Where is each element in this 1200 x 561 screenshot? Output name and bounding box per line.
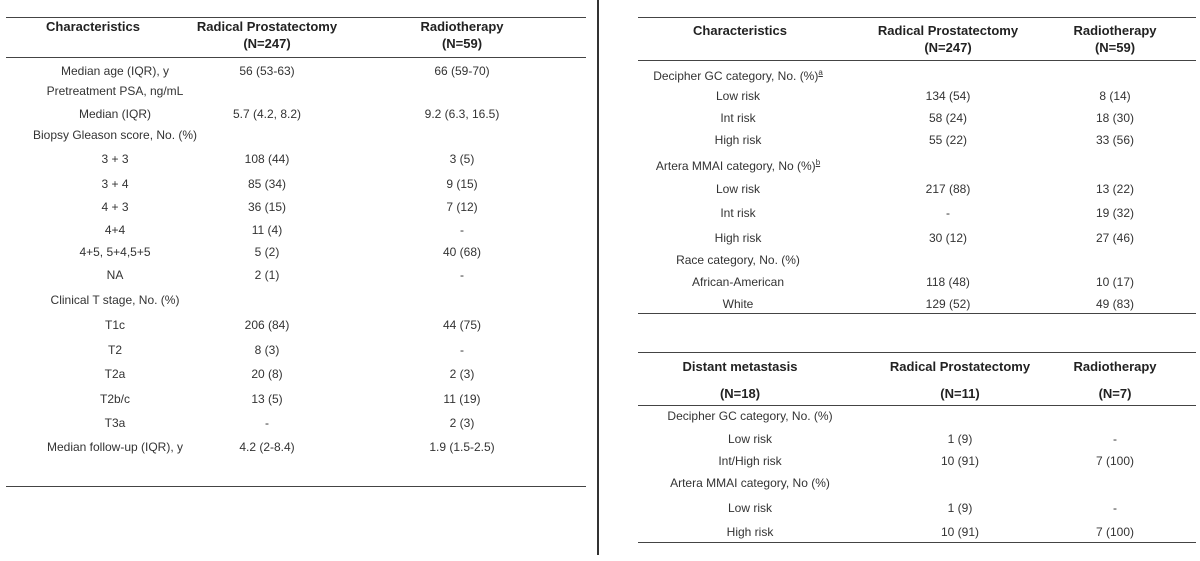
left-header-rt-name: Radiotherapy [420, 19, 504, 34]
row-rt-value: - [460, 343, 464, 357]
row-label: Low risk [727, 501, 772, 515]
right-top-table-top-rule [638, 17, 1196, 18]
right-top-header-rt-name: Radiotherapy [1073, 23, 1157, 38]
row-rp-value: 10 (91) [940, 454, 980, 468]
row-rt-value: 7 (100) [1095, 525, 1135, 539]
row-label: White [722, 297, 754, 311]
row-rp-value: 108 (44) [244, 152, 290, 166]
row-rp-value: 5 (2) [254, 245, 280, 259]
row-rt-value: 9 (15) [446, 177, 478, 191]
left-table-header-rule [6, 57, 586, 58]
row-label: T3a [104, 416, 126, 430]
row-label: 4+5, 5+4,5+5 [79, 245, 151, 259]
row-rp-value: 129 (52) [925, 297, 971, 311]
row-rt-value: 2 (3) [449, 416, 475, 430]
left-header-rp-n: (N=247) [243, 36, 291, 51]
right-bottom-table-top-rule [638, 352, 1196, 353]
row-label: African-American [691, 275, 785, 289]
row-label: T2 [107, 343, 122, 357]
row-label: Int risk [720, 206, 756, 220]
row-label: High risk [714, 133, 762, 147]
footnote-marker: a [818, 68, 823, 77]
row-rp-value: 206 (84) [244, 318, 290, 332]
row-label: High risk [714, 231, 762, 245]
row-label: 3 + 3 [101, 152, 129, 166]
row-rt-value: - [460, 223, 464, 237]
right-bottom-header-characteristics-n: (N=18) [719, 386, 761, 401]
row-label: Race category, No. (%) [676, 253, 800, 267]
right-top-header-characteristics: Characteristics [693, 23, 787, 38]
row-rt-value: - [1113, 501, 1117, 515]
row-rt-value: 9.2 (6.3, 16.5) [424, 107, 500, 121]
left-table-top-rule [6, 17, 586, 18]
row-label: Clinical T stage, No. (%) [50, 293, 180, 307]
row-label: Biopsy Gleason score, No. (%) [32, 128, 198, 142]
row-rt-value: 13 (22) [1095, 182, 1135, 196]
right-top-table-bottom-rule [638, 313, 1196, 314]
row-rt-value: 66 (59-70) [434, 64, 490, 78]
row-label: Pretreatment PSA, ng/mL [46, 84, 184, 98]
row-rp-value: 8 (3) [254, 343, 280, 357]
row-rp-value: 2 (1) [254, 268, 280, 282]
right-top-header-rp-n: (N=247) [924, 40, 972, 55]
row-rt-value: 3 (5) [449, 152, 475, 166]
right-bottom-table-header-rule [638, 405, 1196, 406]
right-top-header-rp-name: Radical Prostatectomy [877, 23, 1019, 38]
row-rt-value: - [460, 268, 464, 282]
row-label: T2b/c [99, 392, 130, 406]
row-rp-value: 36 (15) [247, 200, 287, 214]
row-rt-value: 33 (56) [1095, 133, 1135, 147]
row-label: 4 + 3 [101, 200, 129, 214]
row-rp-value: 217 (88) [925, 182, 971, 196]
row-rp-value: 56 (53-63) [239, 64, 295, 78]
row-rp-value: 85 (34) [247, 177, 287, 191]
right-bottom-table-bottom-rule [638, 542, 1196, 543]
right-bottom-header-rp-name: Radical Prostatectomy [889, 359, 1031, 374]
row-label: T1c [104, 318, 125, 332]
row-rp-value: 55 (22) [928, 133, 968, 147]
row-label: Artera MMAI category, No (%)$^b$ [655, 158, 821, 173]
row-rp-value: 1 (9) [947, 501, 973, 515]
row-rp-value: 5.7 (4.2, 8.2) [232, 107, 302, 121]
row-label: Int/High risk [718, 454, 782, 468]
row-label: Low risk [727, 432, 772, 446]
row-rt-value: 40 (68) [442, 245, 482, 259]
row-label: 3 + 4 [101, 177, 129, 191]
row-rt-value: 2 (3) [449, 367, 475, 381]
row-label: NA [106, 268, 124, 282]
row-rp-value: 4.2 (2-8.4) [239, 440, 295, 454]
row-rp-value: 13 (5) [251, 392, 283, 406]
row-rp-value: 1 (9) [947, 432, 973, 446]
row-label: Low risk [715, 89, 760, 103]
right-bottom-header-rt-name: Radiotherapy [1073, 359, 1157, 374]
row-label: Median (IQR) [78, 107, 152, 121]
row-label: Low risk [715, 182, 760, 196]
row-label: Artera MMAI category, No (%) [670, 476, 830, 490]
row-rt-value: 7 (100) [1095, 454, 1135, 468]
page-divider [597, 0, 599, 555]
row-rp-value: 58 (24) [928, 111, 968, 125]
row-rt-value: 18 (30) [1095, 111, 1135, 125]
row-label: High risk [726, 525, 774, 539]
row-rt-value: 7 (12) [446, 200, 478, 214]
row-rt-value: 27 (46) [1095, 231, 1135, 245]
row-label: Median age (IQR), y [60, 64, 170, 78]
row-rp-value: 134 (54) [925, 89, 971, 103]
row-rt-value: 8 (14) [1099, 89, 1131, 103]
row-rt-value: 10 (17) [1095, 275, 1135, 289]
row-rt-value: 44 (75) [442, 318, 482, 332]
left-table-bottom-rule [6, 486, 586, 487]
row-label: Int risk [720, 111, 756, 125]
row-rp-value: 11 (4) [251, 223, 283, 237]
row-rt-value: 19 (32) [1095, 206, 1135, 220]
left-header-rp-name: Radical Prostatectomy [196, 19, 338, 34]
left-header-characteristics: Characteristics [46, 19, 140, 34]
right-bottom-header-characteristics: Distant metastasis [682, 359, 798, 374]
row-label: T2a [104, 367, 126, 381]
right-bottom-header-rp-n: (N=11) [940, 386, 980, 401]
row-rt-value: 1.9 (1.5-2.5) [429, 440, 495, 454]
left-header-rt-n: (N=59) [441, 36, 483, 51]
row-rt-value: 49 (83) [1095, 297, 1135, 311]
row-label: 4+4 [104, 223, 126, 237]
row-label: Decipher GC category, No. (%) [667, 409, 833, 423]
row-rp-value: 20 (8) [251, 367, 283, 381]
row-rp-value: 30 (12) [928, 231, 968, 245]
row-label: Median follow-up (IQR), y [46, 440, 184, 454]
row-rp-value: - [946, 206, 950, 220]
row-rt-value: 11 (19) [443, 392, 481, 406]
right-top-table-header-rule [638, 60, 1196, 61]
footnote-marker: b [815, 158, 821, 167]
row-rp-value: 118 (48) [926, 275, 970, 289]
row-rp-value: 10 (91) [940, 525, 980, 539]
row-rt-value: - [1113, 432, 1117, 446]
row-rp-value: - [265, 416, 269, 430]
right-top-header-rt-n: (N=59) [1094, 40, 1136, 55]
right-bottom-header-rt-n: (N=7) [1098, 386, 1132, 401]
row-label: Decipher GC category, No. (%)$^a$ [653, 68, 823, 83]
